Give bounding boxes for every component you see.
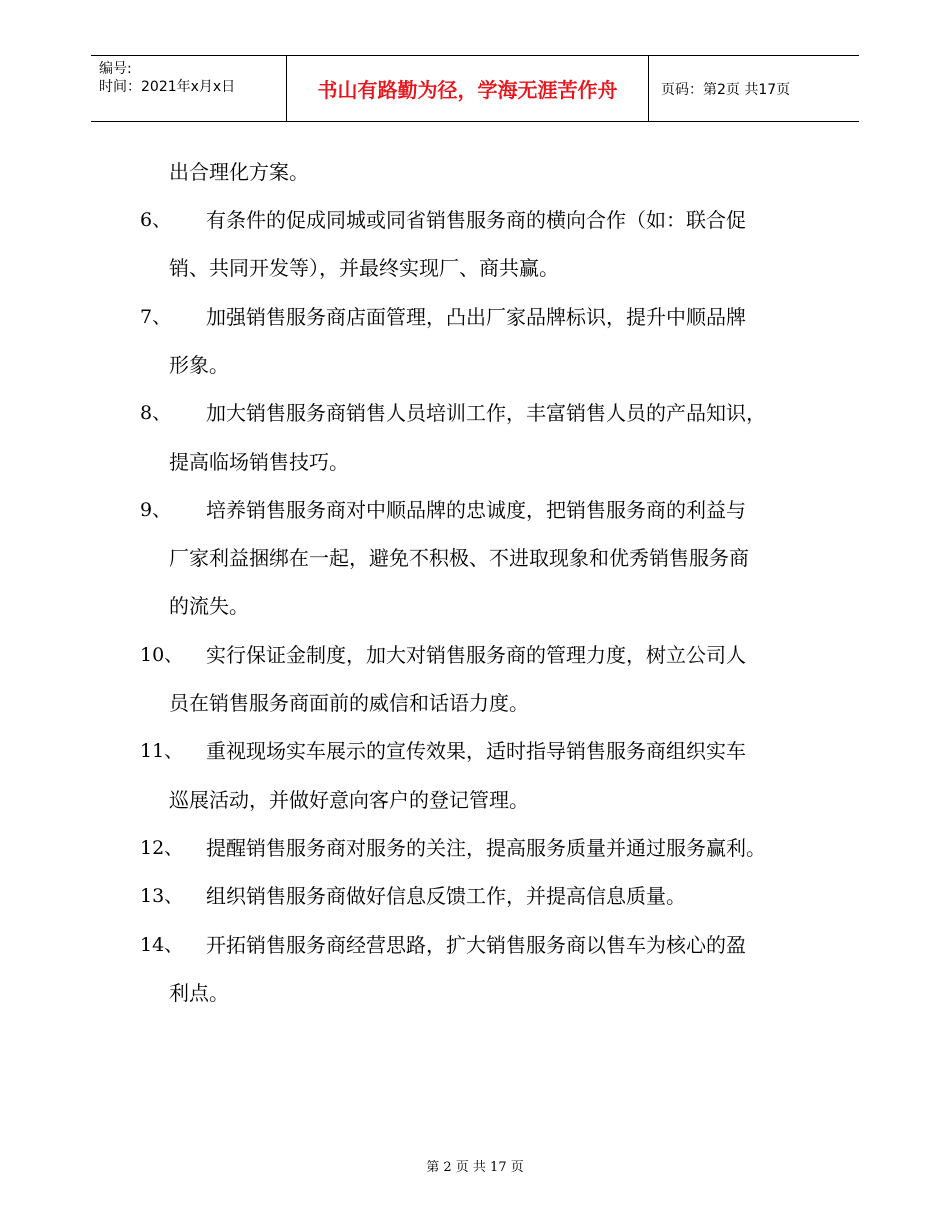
list-item-number: 8、	[140, 402, 172, 425]
page-header	[91, 55, 859, 122]
list-item-number: 14、	[140, 933, 184, 956]
header-page-info: 页码：第2页 共17页	[661, 81, 791, 98]
list-item-text: 员在销售服务商面前的威信和话语力度。	[169, 691, 529, 715]
list-item-text: 的流失。	[169, 594, 249, 619]
footer-page-number: 第 2 页 共 17 页	[426, 1160, 524, 1175]
header-motto-cell	[286, 56, 649, 121]
list-item-text: 厂家利益捆绑在一起，避免不积极、不进取现象和优秀销售服务商	[169, 546, 749, 571]
list-item-text: 有条件的促成同城或同省销售服务商的横向合作（如：联合促	[206, 208, 746, 232]
serial-label: 编号:	[99, 61, 132, 77]
list-item-text: 培养销售服务商对中顺品牌的忠诚度，把销售服务商的利益与	[206, 497, 746, 522]
list-item-text: 提醒销售服务商对服务的关注，提高服务质量并通过服务赢利。	[206, 835, 766, 860]
list-item-text: 销、共同开发等），并最终实现厂、商共赢。	[169, 256, 559, 281]
list-item-text: 加强销售服务商店面管理，凸出厂家品牌标识，提升中顺品牌	[206, 304, 746, 329]
list-item-text: 提高临场销售技巧。	[169, 449, 349, 474]
list-item-number: 13、	[140, 885, 184, 908]
time-label: 时间：2021年x月x日	[99, 79, 236, 95]
list-item-number: 10、	[140, 643, 184, 666]
header-page-cell	[649, 56, 859, 121]
list-item-number: 7、	[140, 305, 172, 328]
continuation-text: 出合理化方案。	[169, 160, 309, 184]
list-item-number: 12、	[140, 836, 184, 859]
page-footer	[0, 1156, 950, 1175]
list-item-text: 巡展活动，并做好意向客户的登记管理。	[169, 787, 529, 812]
list-item-text: 加大销售服务商销售人员培训工作，丰富销售人员的产品知识，	[206, 401, 766, 426]
header-motto: 书山有路勤为径，学海无涯苦作舟	[317, 78, 618, 102]
list-item-number: 11、	[140, 740, 184, 763]
list-item-number: 6、	[140, 209, 172, 231]
list-item-text: 组织销售服务商做好信息反馈工作，并提高信息质量。	[206, 884, 686, 909]
list-item-text: 实行保证金制度，加大对销售服务商的管理力度，树立公司人	[206, 642, 746, 667]
list-item-text: 利点。	[169, 980, 229, 1005]
list-item-text: 形象。	[169, 352, 229, 377]
list-item-text: 开拓销售服务商经营思路，扩大销售服务商以售车为核心的盈	[206, 932, 746, 957]
list-item-text: 重视现场实车展示的宣传效果，适时指导销售服务商组织实车	[206, 739, 746, 764]
list-item-number: 9、	[140, 498, 172, 521]
header-meta	[91, 56, 286, 121]
